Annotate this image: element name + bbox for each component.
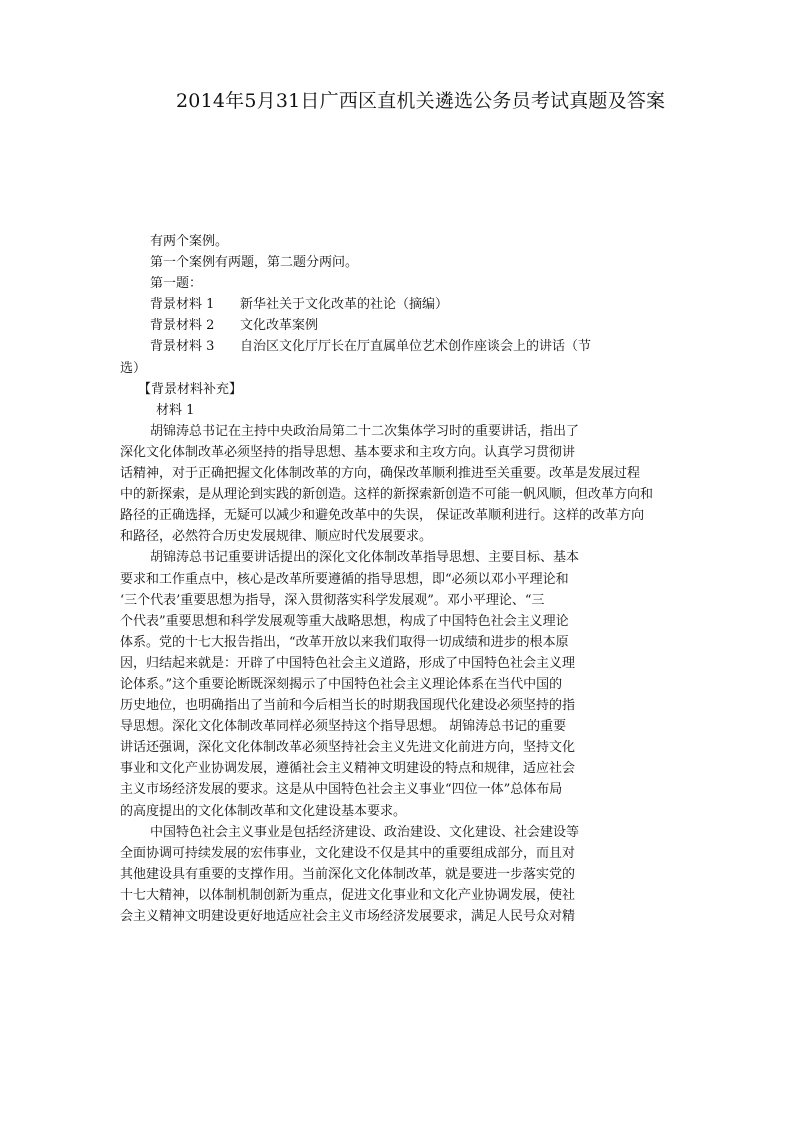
paragraph-line: 和路径，必然符合历史发展规律、顺应时代发展要求。	[120, 529, 433, 545]
paragraph-line: 导思想。深化文化体制改革同样必须坚持这个指导思想。 胡锦涛总书记的重要	[120, 719, 567, 735]
material-2-text: 文化改革案例	[240, 318, 319, 334]
material-3-label: 背景材料 3	[150, 339, 215, 355]
paragraph-line: 因，归结起来就是：开辟了中国特色社会主义道路，形成了中国特色社会主义理	[120, 655, 576, 671]
paragraph-line: 胡锦涛总书记在主持中央政治局第二十二次集体学习时的重要讲话，指出了	[150, 423, 580, 439]
paragraph-line: 全面协调可持续发展的宏伟事业，文化建设不仅是其中的重要组成部分，而且对	[120, 845, 576, 861]
paragraph-line: 事业和文化产业协调发展，遵循社会主义精神文明建设的特点和规律，适应社会	[120, 761, 576, 777]
material-2-line	[120, 315, 690, 336]
paragraph-line: 主义市场经济发展的要求。这是从中国特色社会主义事业“四位一体”总体布局	[120, 782, 563, 798]
material-1-heading: 材料 1	[156, 402, 195, 418]
material-3-continuation: 选）	[120, 360, 147, 376]
paragraph-line: 的高度提出的文化体制改革和文化建设基本要求。	[120, 803, 407, 819]
document-body	[120, 231, 690, 927]
paragraph-line: 话精神，对于正确把握文化体制改革的方向，确保改革顺利推进至关重要。改革是发展过程	[120, 466, 641, 482]
paragraph-line: 历史地位，也明确指出了当前和今后相当长的时期我国现代化建设必须坚持的指	[120, 698, 576, 714]
document-title: 2014年5月31日广西区直机关遴选公务员考试真题及答案	[176, 90, 666, 112]
material-1-text: 新华社关于文化改革的社论（摘编）	[240, 297, 449, 313]
material-2-label: 背景材料 2	[150, 318, 215, 334]
paragraph-line: 深化文化体制改革必须坚持的指导思想、基本要求和主攻方向。认真学习贯彻讲	[120, 444, 576, 460]
paragraph-line: 要求和工作重点中，核心是改革所要遵循的指导思想，即“必须以邓小平理论和	[120, 571, 569, 587]
paragraph-line: 会主义精神文明建设更好地适应社会主义市场经济发展要求，满足人民号众对精	[120, 909, 576, 924]
intro-line-question-one: 第一题：	[150, 276, 203, 292]
paragraph-line: 讲话还强调，深化文化体制改革必须坚持社会主义先进文化前进方向，坚持文化	[120, 740, 576, 756]
paragraph-line: 体系。党的十七大报告指出，“改革开放以来我们取得一切成绩和进步的根本原	[120, 634, 569, 650]
intro-line-questions: 第一个案例有两题，第二题分两问。	[150, 255, 359, 271]
material-1-label: 背景材料 1	[150, 297, 215, 313]
material-1-line	[120, 294, 690, 315]
supplement-heading: 【背景材料补充】	[138, 381, 243, 397]
paragraph-line: 中的新探索，是从理论到实践的新创造。这样的新探索新创造不可能一帆风顺，但改革方向和	[120, 487, 654, 503]
paragraph-line: 胡锦涛总书记重要讲话提出的深化文化体制改革指导思想、主要目标、基本	[150, 550, 580, 566]
paragraph-line: 路径的正确选择，无疑可以减少和避免改革中的失误， 保证改革顺利进行。这样的改革方向	[120, 508, 645, 524]
material-3-text: 自治区文化厅厅长在厅直属单位艺术创作座谈会上的讲话（节	[240, 339, 592, 355]
paragraph-line: 中国特色社会主义事业是包括经济建设、政治建设、文化建设、社会建设等	[150, 824, 580, 840]
paragraph-line: 个代表”重要思想和科学发展观等重大战略思想，构成了中国特色社会主义理论	[120, 613, 569, 629]
paragraph-line: 其他建设具有重要的支撑作用。当前深化文化体制改革，就是要进一步落实党的	[120, 866, 576, 882]
paragraph-line: 十七大精神，以体制机制创新为重点，促进文化事业和文化产业协调发展，使社	[120, 887, 576, 903]
paragraph-line: ‘三个代表’重要思想为指导，深入贯彻落实科学发展观”。邓小平理论、“三	[120, 592, 545, 608]
material-3-line	[120, 336, 690, 357]
paragraph-line: 论体系。”这个重要论断既深刻揭示了中国特色社会主义理论体系在当代中国的	[120, 676, 563, 692]
intro-line-cases: 有两个案例。	[150, 234, 229, 249]
